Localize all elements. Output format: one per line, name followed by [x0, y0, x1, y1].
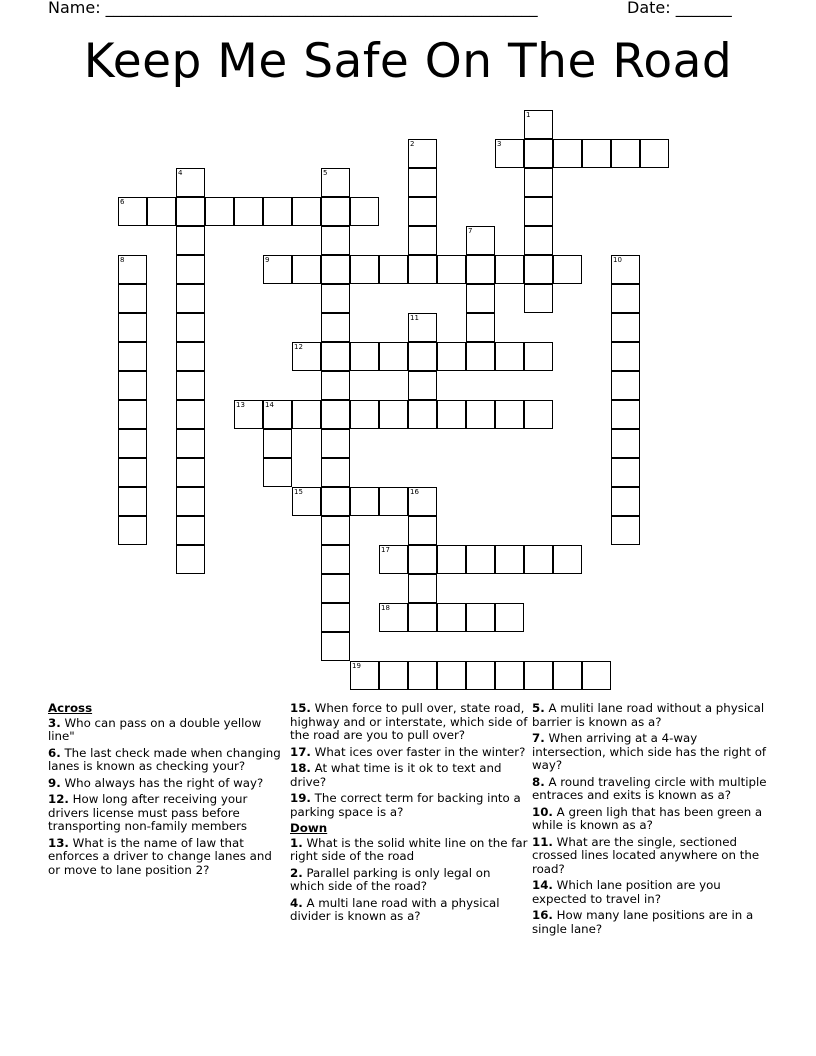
grid-cell[interactable]: [524, 342, 553, 371]
clue-item-number: 13.: [48, 835, 69, 850]
grid-cell[interactable]: [611, 139, 640, 168]
grid-cell[interactable]: [466, 313, 495, 342]
clue-number: 4: [178, 169, 183, 177]
grid-cell[interactable]: [466, 545, 495, 574]
clue-item: [532, 909, 770, 936]
grid-cell[interactable]: [379, 255, 408, 284]
grid-cell[interactable]: [176, 197, 205, 226]
grid-cell[interactable]: [176, 284, 205, 313]
grid-cell[interactable]: [350, 342, 379, 371]
grid-cell[interactable]: [350, 255, 379, 284]
page-title: Keep Me Safe On The Road: [83, 34, 733, 89]
grid-cell[interactable]: [408, 313, 437, 342]
grid-cell[interactable]: [118, 458, 147, 487]
grid-cell[interactable]: [379, 545, 408, 574]
grid-cell[interactable]: [495, 661, 524, 690]
clue-item: [532, 776, 770, 803]
grid-cell[interactable]: [263, 458, 292, 487]
grid-cell[interactable]: [118, 516, 147, 545]
clue-item-text: The correct term for backing into a parking space is a?: [290, 791, 521, 819]
grid-cell[interactable]: [408, 226, 437, 255]
clue-column-3: [532, 702, 770, 939]
grid-cell[interactable]: [553, 139, 582, 168]
clue-item-text: A multi lane road with a physical divider is known as a?: [290, 895, 500, 923]
clue-item-number: 17.: [290, 744, 311, 759]
clue-column-1: [48, 702, 286, 880]
clue-item: [290, 792, 528, 819]
clue-item: [290, 746, 528, 760]
clue-item: [48, 777, 286, 791]
grid-cell[interactable]: [176, 400, 205, 429]
grid-cell[interactable]: [118, 197, 147, 226]
grid-cell[interactable]: [118, 313, 147, 342]
clue-item: [48, 837, 286, 878]
grid-cell[interactable]: [263, 197, 292, 226]
grid-cell[interactable]: [408, 197, 437, 226]
grid-cell[interactable]: [176, 429, 205, 458]
grid-cell[interactable]: [176, 516, 205, 545]
grid-cell[interactable]: [524, 284, 553, 313]
clue-item-text: How many lane positions are in a single lane?: [532, 908, 754, 936]
grid-cell[interactable]: [147, 197, 176, 226]
clue-item-text: What are the single, sectioned crossed lines located anywhere on the road?: [532, 834, 760, 876]
grid-cell[interactable]: [321, 284, 350, 313]
clue-item-number: 2.: [290, 865, 303, 880]
clue-number: 12: [294, 343, 303, 351]
grid-cell[interactable]: [408, 603, 437, 632]
clue-item: [290, 702, 528, 743]
grid-cell[interactable]: [437, 603, 466, 632]
grid-cell[interactable]: [118, 487, 147, 516]
grid-cell[interactable]: [495, 545, 524, 574]
grid-cell[interactable]: [611, 458, 640, 487]
clue-item-number: 5.: [532, 701, 545, 715]
clue-item-number: 19.: [290, 791, 311, 805]
grid-cell[interactable]: [176, 545, 205, 574]
grid-cell[interactable]: [321, 545, 350, 574]
grid-cell[interactable]: [466, 661, 495, 690]
clue-number: 3: [497, 140, 502, 148]
clue-number: 9: [265, 256, 270, 264]
clue-item-text: What ices over faster in the winter?: [310, 744, 526, 759]
grid-cell[interactable]: [408, 139, 437, 168]
clue-item: [48, 747, 286, 774]
grid-cell[interactable]: [611, 487, 640, 516]
grid-cell[interactable]: [321, 516, 350, 545]
clue-item-number: 6.: [48, 745, 61, 760]
grid-cell[interactable]: [292, 400, 321, 429]
clue-item-number: 16.: [532, 908, 553, 922]
clue-item-text: Parallel parking is only legal on which side of the road?: [290, 865, 491, 893]
grid-cell[interactable]: [495, 255, 524, 284]
grid-cell[interactable]: [408, 487, 437, 516]
grid-cell[interactable]: [495, 603, 524, 632]
grid-cell[interactable]: [611, 371, 640, 400]
grid-cell[interactable]: [611, 255, 640, 284]
grid-cell[interactable]: [582, 661, 611, 690]
clue-item-text: A green ligh that has been green a while is known as a?: [532, 804, 763, 832]
clue-item-text: At what time is it ok to text and drive?: [290, 761, 502, 789]
clue-item-number: 3.: [48, 715, 61, 730]
grid-cell[interactable]: [321, 458, 350, 487]
grid-cell[interactable]: [118, 371, 147, 400]
grid-cell[interactable]: [321, 487, 350, 516]
grid-cell[interactable]: [611, 400, 640, 429]
grid-cell[interactable]: [640, 139, 669, 168]
grid-cell[interactable]: [524, 110, 553, 139]
clue-number: 5: [323, 169, 328, 177]
clue-item-number: 7.: [532, 731, 545, 745]
clue-number: 2: [410, 140, 415, 148]
grid-cell[interactable]: [321, 574, 350, 603]
down-heading: Down: [290, 821, 328, 835]
grid-cell[interactable]: [408, 516, 437, 545]
grid-cell[interactable]: [524, 661, 553, 690]
grid-cell[interactable]: [350, 197, 379, 226]
grid-cell[interactable]: [263, 400, 292, 429]
clue-item-number: 4.: [290, 895, 303, 910]
grid-cell[interactable]: [408, 168, 437, 197]
grid-cell[interactable]: [118, 284, 147, 313]
clue-number: 13: [236, 401, 245, 409]
grid-cell[interactable]: [176, 226, 205, 255]
grid-cell[interactable]: [611, 284, 640, 313]
date-field-label: Date: _______: [627, 0, 732, 17]
grid-cell[interactable]: [466, 284, 495, 313]
grid-cell[interactable]: [321, 226, 350, 255]
grid-cell[interactable]: [408, 371, 437, 400]
clue-number: 17: [381, 546, 390, 554]
grid-cell[interactable]: [553, 661, 582, 690]
clue-item-number: 9.: [48, 775, 61, 790]
clue-item-text: What is the name of law that enforces a driver to change lanes and or move to lane position 2?: [48, 835, 272, 877]
grid-cell[interactable]: [611, 516, 640, 545]
grid-cell[interactable]: [408, 545, 437, 574]
clue-item: [290, 762, 528, 789]
across-heading: Across: [48, 701, 93, 715]
grid-cell[interactable]: [321, 400, 350, 429]
clue-item: [532, 702, 770, 729]
clue-item-number: 14.: [532, 878, 553, 892]
clue-item-number: 12.: [48, 792, 69, 806]
clue-number: 6: [120, 198, 125, 206]
clue-item-text: Who can pass on a double yellow line": [48, 715, 262, 743]
clue-item-text: How long after receiving your drivers license must pass before transporting non-family members: [48, 792, 248, 833]
clue-item: [532, 879, 770, 906]
clue-item: [532, 836, 770, 877]
grid-cell[interactable]: [466, 603, 495, 632]
grid-cell[interactable]: [582, 139, 611, 168]
grid-cell[interactable]: [118, 400, 147, 429]
clue-item-text: A muliti lane road without a physical barrier is known as a?: [532, 701, 765, 729]
grid-cell[interactable]: [263, 429, 292, 458]
clue-item-text: Who always has the right of way?: [60, 775, 264, 790]
grid-cell[interactable]: [176, 313, 205, 342]
clue-number: 15: [294, 488, 303, 496]
grid-cell[interactable]: [466, 400, 495, 429]
grid-cell[interactable]: [524, 168, 553, 197]
clue-item: [290, 837, 528, 864]
clue-number: 1: [526, 111, 531, 119]
grid-cell[interactable]: [321, 197, 350, 226]
grid-cell[interactable]: [234, 197, 263, 226]
grid-cell[interactable]: [408, 342, 437, 371]
grid-cell[interactable]: [437, 342, 466, 371]
grid-cell[interactable]: [321, 632, 350, 661]
grid-cell[interactable]: [350, 487, 379, 516]
grid-cell[interactable]: [611, 429, 640, 458]
clue-column-2: [290, 702, 528, 927]
clue-number: 14: [265, 401, 274, 409]
grid-cell[interactable]: [524, 197, 553, 226]
grid-cell[interactable]: [118, 342, 147, 371]
grid-cell[interactable]: [176, 487, 205, 516]
grid-cell[interactable]: [437, 545, 466, 574]
grid-cell[interactable]: [176, 255, 205, 284]
grid-cell[interactable]: [321, 429, 350, 458]
grid-cell[interactable]: [263, 255, 292, 284]
clue-item: [48, 717, 286, 744]
name-field-label: Name: ______________________________________________________: [48, 0, 538, 17]
grid-cell[interactable]: [524, 255, 553, 284]
grid-cell[interactable]: [350, 400, 379, 429]
grid-cell[interactable]: [466, 226, 495, 255]
grid-cell[interactable]: [408, 255, 437, 284]
clue-item-text: When force to pull over, state road, highway and or interstate, which side of the road are you to pull over?: [290, 701, 528, 742]
grid-cell[interactable]: [466, 255, 495, 284]
clue-item-number: 8.: [532, 774, 545, 789]
clue-item-text: Which lane position are you expected to travel in?: [532, 878, 721, 906]
grid-cell[interactable]: [205, 197, 234, 226]
grid-cell[interactable]: [437, 255, 466, 284]
grid-cell[interactable]: [176, 342, 205, 371]
grid-cell[interactable]: [292, 197, 321, 226]
clue-item: [532, 732, 770, 773]
grid-cell[interactable]: [524, 545, 553, 574]
grid-cell[interactable]: [553, 545, 582, 574]
clue-item-number: 1.: [290, 835, 303, 850]
grid-cell[interactable]: [524, 139, 553, 168]
clue-item: [290, 897, 528, 924]
grid-cell[interactable]: [321, 255, 350, 284]
grid-cell[interactable]: [321, 603, 350, 632]
grid-cell[interactable]: [379, 342, 408, 371]
grid-cell[interactable]: [321, 313, 350, 342]
clue-item-number: 10.: [532, 804, 553, 819]
grid-cell[interactable]: [495, 139, 524, 168]
grid-cell[interactable]: [408, 574, 437, 603]
clue-item: [532, 806, 770, 833]
grid-cell[interactable]: [350, 661, 379, 690]
grid-cell[interactable]: [611, 313, 640, 342]
grid-cell[interactable]: [408, 661, 437, 690]
grid-cell[interactable]: [176, 458, 205, 487]
grid-cell[interactable]: [437, 661, 466, 690]
grid-cell[interactable]: [524, 226, 553, 255]
grid-cell[interactable]: [379, 487, 408, 516]
clue-number: 10: [613, 256, 622, 264]
grid-cell[interactable]: [611, 342, 640, 371]
clue-item-text: When arriving at a 4-way intersection, which side has the right of way?: [532, 731, 767, 772]
grid-cell[interactable]: [408, 400, 437, 429]
grid-cell[interactable]: [234, 400, 263, 429]
grid-cell[interactable]: [176, 371, 205, 400]
clue-item: [48, 793, 286, 834]
grid-cell[interactable]: [118, 255, 147, 284]
grid-cell[interactable]: [524, 400, 553, 429]
clue-number: 8: [120, 256, 125, 264]
grid-cell[interactable]: [553, 255, 582, 284]
grid-cell[interactable]: [379, 400, 408, 429]
clue-item-number: 15.: [290, 701, 311, 715]
grid-cell[interactable]: [379, 603, 408, 632]
clue-number: 19: [352, 662, 361, 670]
grid-cell[interactable]: [437, 400, 466, 429]
clue-number: 16: [410, 488, 419, 496]
clue-item-text: The last check made when changing lanes is known as checking your?: [48, 745, 281, 773]
clue-number: 18: [381, 604, 390, 612]
clue-number: 7: [468, 227, 473, 235]
clue-item: [290, 867, 528, 894]
grid-cell[interactable]: [176, 168, 205, 197]
grid-cell[interactable]: [466, 342, 495, 371]
clue-item-text: What is the solid white line on the far right side of the road: [290, 835, 528, 863]
clue-item-number: 11.: [532, 834, 553, 849]
grid-cell[interactable]: [321, 371, 350, 400]
grid-cell[interactable]: [495, 342, 524, 371]
clue-item-number: 18.: [290, 761, 311, 775]
grid-cell[interactable]: [292, 487, 321, 516]
grid-cell[interactable]: [292, 255, 321, 284]
grid-cell[interactable]: [495, 400, 524, 429]
grid-cell[interactable]: [292, 342, 321, 371]
grid-cell[interactable]: [321, 342, 350, 371]
grid-cell[interactable]: [118, 429, 147, 458]
clue-number: 11: [410, 314, 419, 322]
grid-cell[interactable]: [379, 661, 408, 690]
grid-cell[interactable]: [321, 168, 350, 197]
clue-item-text: A round traveling circle with multiple entraces and exits is known as a?: [532, 774, 767, 802]
